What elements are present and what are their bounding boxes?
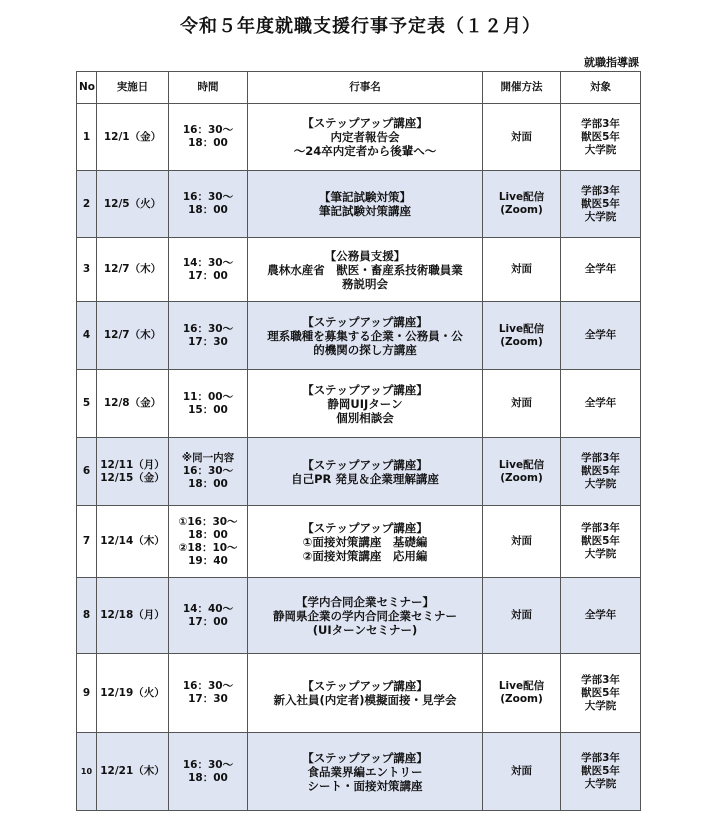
row-method-line: (Zoom) [500, 335, 543, 348]
row-event-line: 【ステップアップ講座】 [302, 679, 428, 693]
table-row [77, 438, 641, 506]
row-number: 6 [77, 438, 97, 506]
row-method-line: 対面 [511, 263, 532, 275]
row-target [561, 370, 641, 438]
row-target [561, 438, 641, 506]
row-time-line: 17：00 [188, 615, 228, 628]
row-event-line: シート・面接対策講座 [307, 778, 423, 793]
row-method-line: Live配信 [498, 680, 545, 692]
header-time: 時間 [169, 72, 248, 104]
row-event-line: 【ステップアップ講座】 [302, 457, 428, 472]
row-target-line: 学部3年 [581, 117, 620, 130]
row-date [97, 238, 169, 302]
row-number: 2 [77, 171, 97, 238]
row-time-line: 16：30～ [182, 124, 234, 136]
row-number: 8 [77, 578, 97, 654]
row-target [561, 733, 641, 811]
department-label: 就職指導課 [584, 56, 639, 69]
row-target [561, 171, 641, 238]
row-method-line: 対面 [511, 397, 532, 409]
row-target [561, 506, 641, 578]
header-row [77, 72, 641, 104]
row-date-line: 12/7（木） [103, 263, 162, 275]
row-date [97, 370, 169, 438]
row-target-line: 学部3年 [581, 522, 620, 534]
row-time-line: 18：00 [188, 528, 228, 541]
row-event [248, 370, 483, 438]
row-date [97, 302, 169, 370]
row-event-line: 筆記試験対策講座 [319, 204, 411, 218]
row-number: 10 [77, 733, 97, 811]
row-event [248, 171, 483, 238]
row-method [483, 438, 561, 506]
row-event [248, 302, 483, 370]
row-event [248, 654, 483, 733]
row-number: 5 [77, 370, 97, 438]
header-method: 開催方法 [483, 72, 561, 104]
row-method-line: (Zoom) [500, 693, 543, 705]
row-event-line: ～24卒内定者から後輩へ～ [293, 144, 437, 158]
row-date-line: 12/18（月） [100, 609, 165, 621]
row-method-line: (Zoom) [500, 471, 543, 484]
row-method-line: 対面 [511, 765, 532, 777]
row-method-line: Live配信 [498, 191, 545, 203]
row-time [169, 654, 248, 733]
header-date: 実施日 [97, 72, 169, 104]
row-time-line: 17：30 [188, 335, 228, 348]
row-method [483, 302, 561, 370]
row-method-line: Live配信 [498, 322, 545, 335]
row-date-line: 12/1（金） [103, 130, 162, 143]
row-target-line: 大学院 [584, 548, 617, 560]
row-date-line: 12/14（木） [100, 535, 165, 547]
row-event-line: 【筆記試験対策】 [319, 190, 411, 204]
row-event-line: 【学内合同企業セミナー】 [296, 594, 434, 609]
row-time-line: 16：30～ [182, 191, 234, 203]
row-event-line: 【ステップアップ講座】 [302, 520, 428, 535]
row-target [561, 104, 641, 171]
row-date-line: 12/5（火） [103, 197, 162, 210]
table-row [77, 506, 641, 578]
row-time-line: 11：00～ [182, 390, 234, 403]
row-target-line: 大学院 [584, 210, 617, 223]
row-date-line: 12/19（火） [100, 686, 165, 699]
table-row [77, 238, 641, 302]
row-time-line: 18：00 [188, 478, 228, 490]
row-event-line: 務説明会 [342, 276, 388, 291]
row-time [169, 171, 248, 238]
row-date-line: 12/21（木） [100, 765, 165, 777]
row-target-line: 全学年 [584, 397, 617, 409]
row-event-line: 食品業界編エントリー [307, 764, 423, 779]
row-time-line: 16：30～ [182, 758, 234, 771]
row-time-line: 18：00 [188, 137, 228, 149]
row-event-line: 内定者報告会 [330, 130, 400, 144]
row-date [97, 733, 169, 811]
row-date [97, 438, 169, 506]
row-target-line: 全学年 [584, 329, 617, 341]
row-event [248, 506, 483, 578]
row-target-line: 獣医5年 [581, 765, 620, 777]
row-time [169, 578, 248, 654]
row-time [169, 370, 248, 438]
table-row [77, 654, 641, 733]
table-row [77, 104, 641, 171]
row-time-line: 15：00 [188, 403, 228, 416]
row-event-line: 新入社員(内定者)模擬面接・見学会 [273, 693, 457, 707]
row-event-line: 的機関の探し方講座 [313, 342, 417, 357]
row-method [483, 104, 561, 171]
row-date-line: 12/8（金） [103, 397, 162, 409]
table-row [77, 578, 641, 654]
row-target-line: 学部3年 [581, 184, 620, 197]
row-event [248, 733, 483, 811]
row-event-line: 個別相談会 [336, 410, 394, 425]
row-date [97, 578, 169, 654]
row-event [248, 104, 483, 171]
row-method [483, 654, 561, 733]
row-target-line: 獣医5年 [581, 686, 620, 699]
row-date-line: 12/15（金） [100, 471, 165, 484]
row-method [483, 238, 561, 302]
row-target-line: 全学年 [584, 609, 617, 621]
header-no: No [77, 72, 97, 104]
row-method-line: 対面 [511, 609, 532, 621]
row-target-line: 大学院 [584, 143, 617, 156]
row-event-line: 静岡県企業の学内合同企業セミナー [273, 608, 457, 623]
row-time-line: ①16：30～ [178, 515, 238, 528]
row-event-line: ①面接対策講座 基礎編 [302, 534, 428, 549]
row-method-line: (Zoom) [500, 204, 543, 216]
header-event: 行事名 [248, 72, 483, 104]
row-time-line: 16：30～ [182, 680, 234, 692]
row-time-line: 17：00 [188, 269, 228, 282]
row-target [561, 578, 641, 654]
row-method [483, 370, 561, 438]
row-event-line: 【ステップアップ講座】 [302, 382, 428, 397]
row-time [169, 104, 248, 171]
row-target-line: 全学年 [584, 263, 617, 275]
row-event [248, 238, 483, 302]
row-event-line: 【ステップアップ講座】 [302, 314, 428, 329]
row-time-line: 14：40～ [182, 602, 234, 615]
row-time-line: 14：30～ [182, 256, 234, 269]
page-title: 令和５年度就職支援行事予定表（１２月） [180, 16, 541, 37]
row-date-line: 12/7（木） [103, 329, 162, 341]
row-target [561, 302, 641, 370]
row-target-line: 獣医5年 [581, 130, 620, 143]
row-date [97, 104, 169, 171]
row-target [561, 654, 641, 733]
row-event-line: 【ステップアップ講座】 [302, 116, 428, 130]
row-target-line: 学部3年 [581, 673, 620, 686]
row-method-line: 対面 [511, 130, 532, 143]
row-target-line: 獣医5年 [581, 535, 620, 547]
row-time-line: 19：40 [188, 554, 228, 567]
row-target-line: 獣医5年 [581, 197, 620, 210]
table-row [77, 302, 641, 370]
row-event-line: 静岡UIJターン [327, 396, 403, 411]
row-method-line: Live配信 [498, 458, 545, 471]
row-event-line: 【公務員支援】 [324, 248, 406, 263]
row-date [97, 171, 169, 238]
row-date [97, 506, 169, 578]
row-event-line: 理系職種を募集する企業・公務員・公 [267, 328, 463, 343]
row-target-line: 大学院 [584, 478, 617, 490]
row-target-line: 学部3年 [581, 452, 620, 464]
row-time-line: 17：30 [188, 693, 228, 705]
row-method [483, 506, 561, 578]
row-time-line: 18：00 [188, 771, 228, 784]
row-target-line: 獣医5年 [581, 465, 620, 477]
row-time-line: ②18：10～ [178, 541, 238, 554]
row-method [483, 578, 561, 654]
row-date [97, 654, 169, 733]
row-time [169, 506, 248, 578]
row-event-line: 自己PR 発見＆企業理解講座 [291, 471, 439, 486]
row-method-line: 対面 [511, 535, 532, 547]
row-time-line: 16：30～ [182, 322, 234, 335]
row-number: 4 [77, 302, 97, 370]
row-time [169, 733, 248, 811]
row-time-line: 16：30～ [182, 465, 234, 477]
row-number: 7 [77, 506, 97, 578]
row-event-line: ②面接対策講座 応用編 [302, 548, 428, 563]
row-target-line: 大学院 [584, 699, 617, 712]
row-event [248, 578, 483, 654]
row-time [169, 238, 248, 302]
row-date-line: 12/11（月） [100, 458, 165, 471]
row-event-line: (UIターンセミナー) [312, 622, 418, 637]
row-method [483, 171, 561, 238]
row-time [169, 302, 248, 370]
row-time [169, 438, 248, 506]
row-target-line: 大学院 [584, 778, 617, 790]
table-row [77, 370, 641, 438]
row-event [248, 438, 483, 506]
row-event-line: 農林水産省 獣医・畜産系技術職員業 [267, 262, 463, 277]
row-time-line: 18：00 [188, 204, 228, 216]
row-method [483, 733, 561, 811]
row-number: 3 [77, 238, 97, 302]
header-target: 対象 [561, 72, 641, 104]
row-target-line: 学部3年 [581, 752, 620, 764]
row-number: 9 [77, 654, 97, 733]
row-time-line: ※同一内容 [181, 452, 235, 464]
row-event-line: 【ステップアップ講座】 [302, 750, 428, 765]
schedule-table [76, 71, 641, 811]
table-row [77, 171, 641, 238]
row-target [561, 238, 641, 302]
row-number: 1 [77, 104, 97, 171]
table-row [77, 733, 641, 811]
